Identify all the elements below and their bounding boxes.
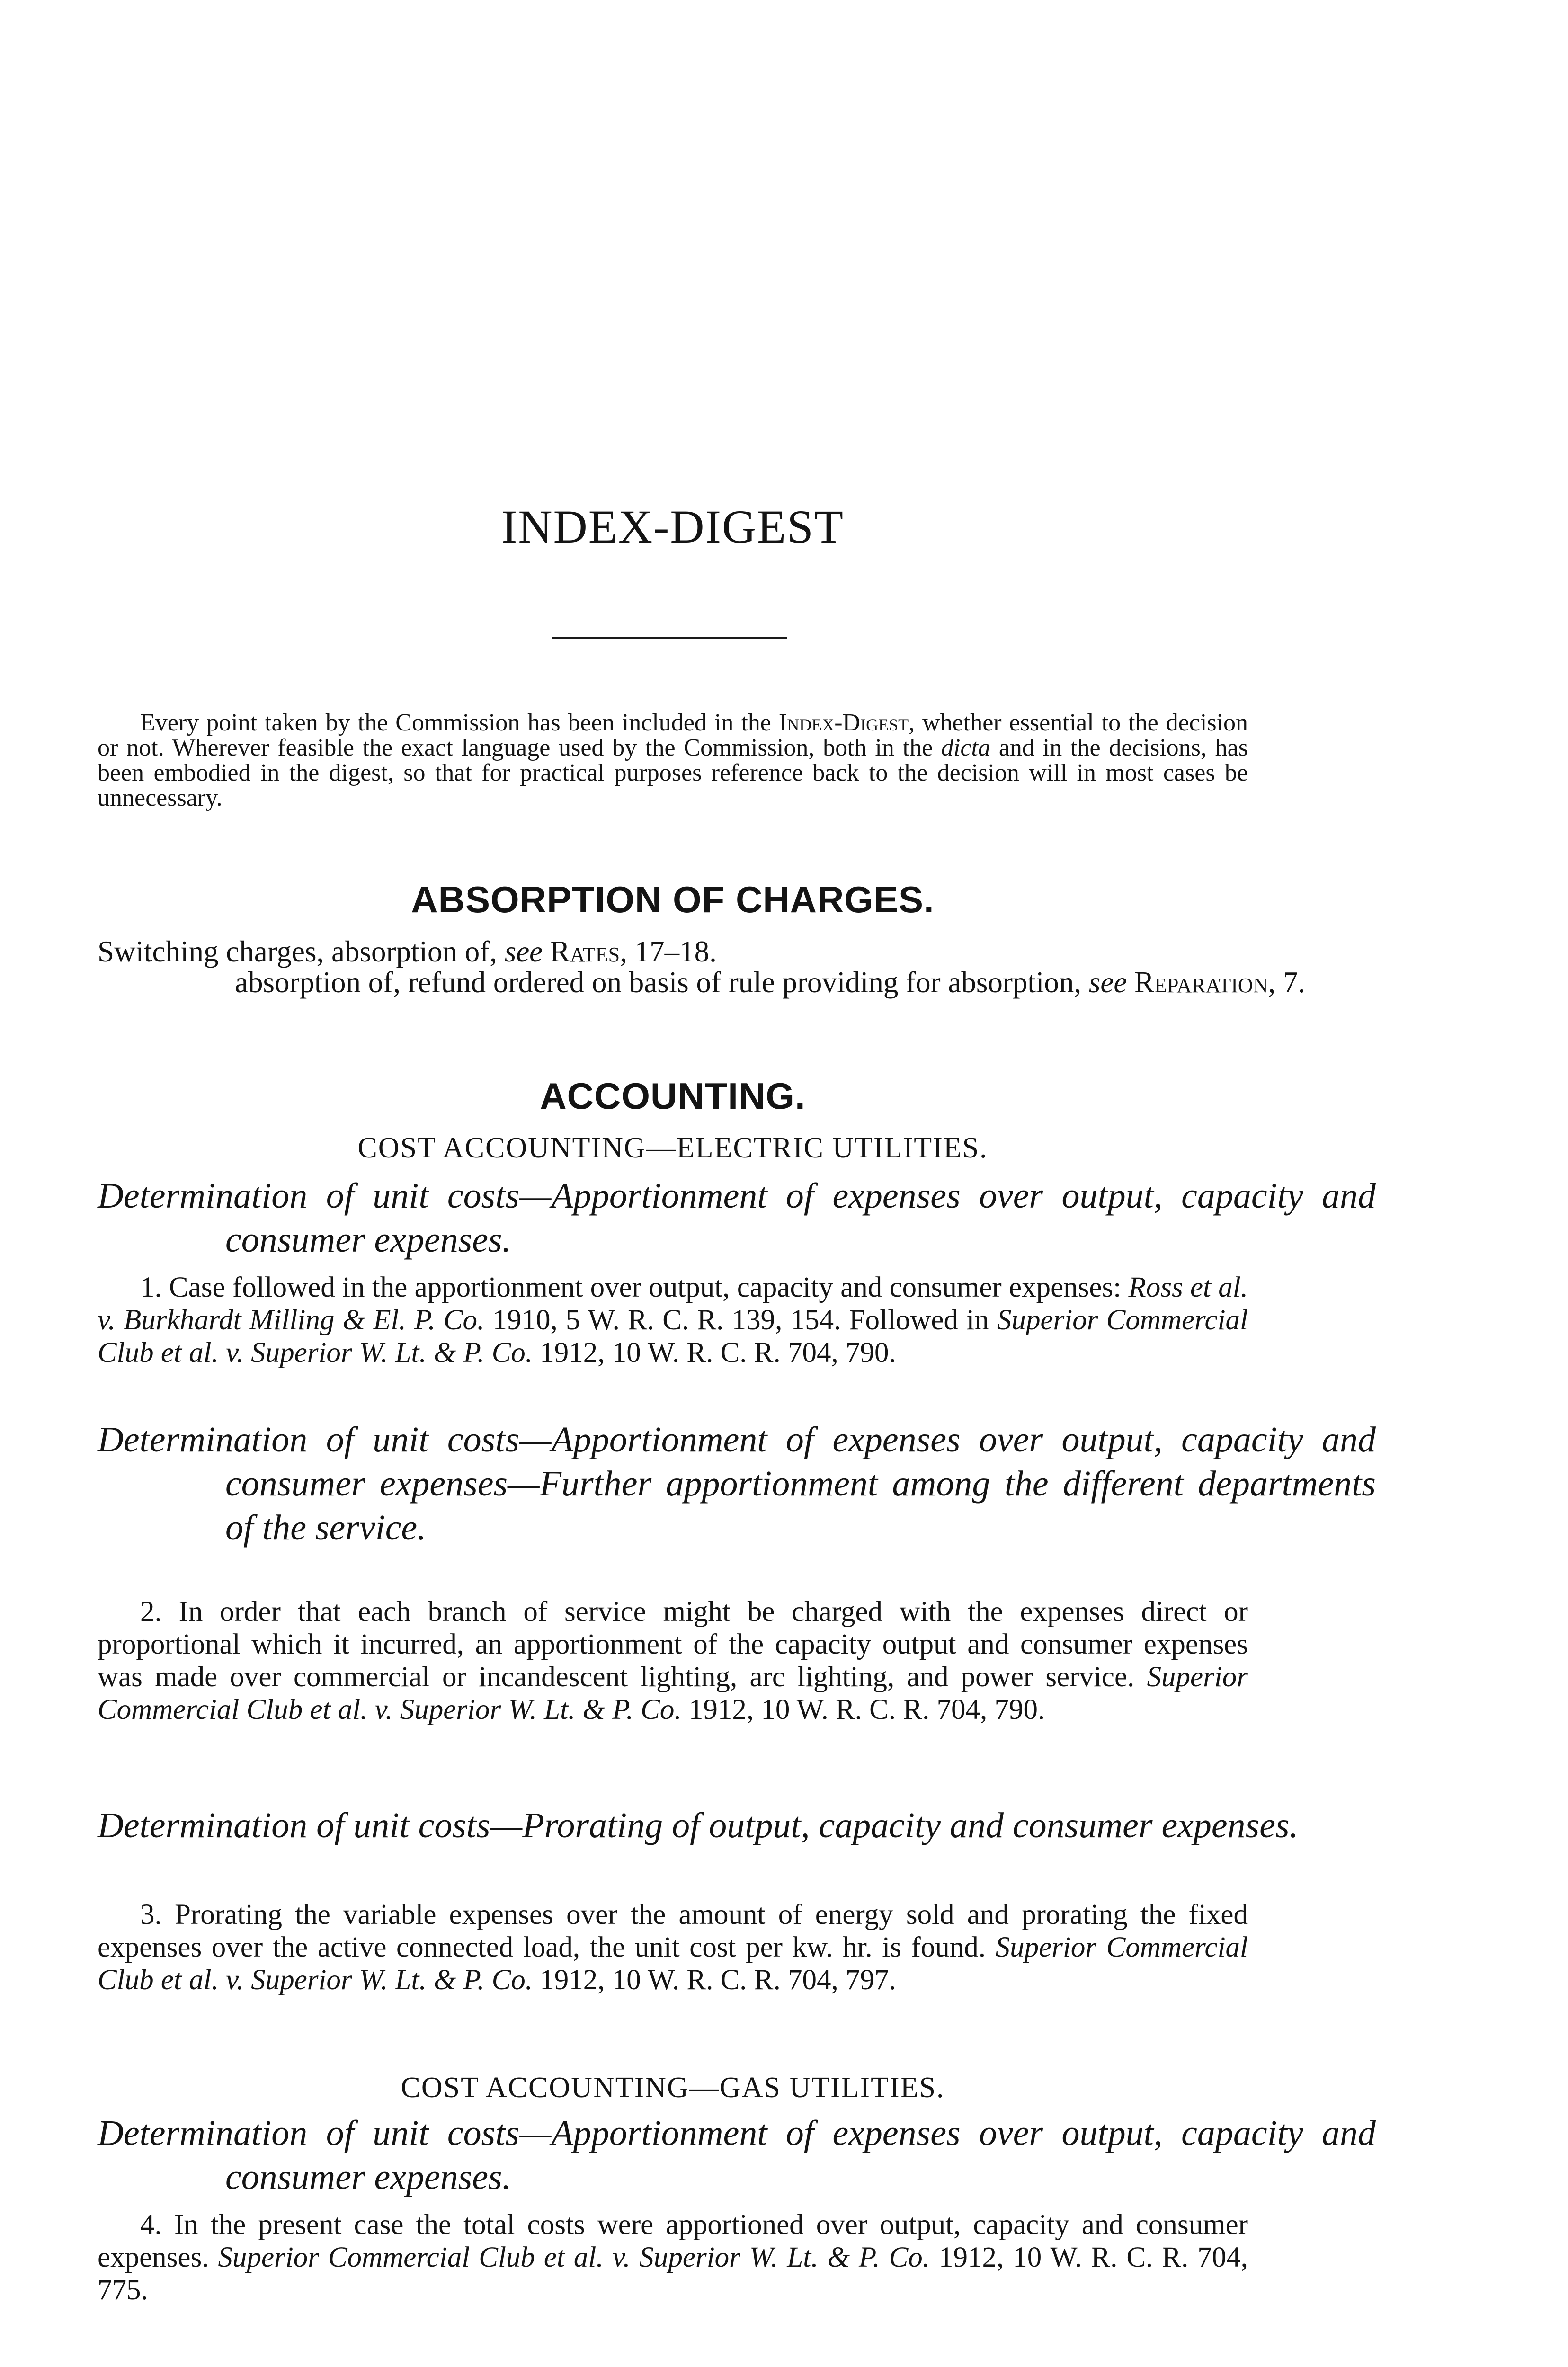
entry-text: absorption of, refund ordered on basis of rule providing for absorption, [235,966,1089,999]
topic-heading-3: Determination of unit costs—Prorating of output, capacity and consumer expenses. [98,1806,1299,1845]
cross-reference: Reparation [1134,966,1268,999]
digest-paragraph-3 [98,1898,1248,1996]
section-heading-accounting: ACCOUNTING. [540,1075,806,1117]
paragraph-text: 1. Case followed in the apportionment over output, capacity and consumer expenses: [140,1272,1129,1303]
topic-heading-1: Determination of unit costs—Apportionment of expenses over output, capacity and consumer expenses. [98,1176,1376,1260]
paragraph-text: 1910, 5 W. R. C. R. 139, 154. Followed in [484,1304,997,1336]
subheading-electric: COST ACCOUNTING—ELECTRIC UTILITIES. [357,1132,988,1164]
intro-text-1: Every point taken by the Commission has been included in the [140,709,779,736]
paragraph-text: 2. In order that each branch of service might be charged with the expenses direct or proportional which it incurred, an apportionment of the capacity output and consumer expenses was made over commercial or incandescent lighting, arc lighting, and power service. [98,1596,1248,1693]
digest-paragraph-4 [98,2208,1248,2306]
paragraph-text: 1912, 10 W. R. C. R. 704, 775. [98,2242,1248,2306]
case-citation: Superior Commercial Club et al. v. Superior W. Lt. & P. Co. [98,1931,1248,1996]
absorption-entry-switching [98,935,1390,968]
paragraph-text: 4. In the present case the total costs were apportioned over output, capacity and consumer expenses. [98,2209,1248,2273]
case-citation: Ross et al. v. Burkhardt Milling & El. P. Co. [98,1272,1248,1336]
digest-paragraph-2 [98,1595,1248,1726]
paragraph-text: 3. Prorating the variable expenses over the amount of energy sold and prorating the fixed expenses over the active connected load, the unit cost per kw. hr. is found. [98,1899,1248,1963]
entry-text: , 7. [1268,966,1306,999]
case-citation: Superior Commercial Club et al. v. Superior W. Lt. & P. Co. [98,1304,1248,1369]
intro-index-digest: Index-Digest [778,709,909,736]
digest-paragraph-1 [98,1271,1248,1369]
see-word: see [1088,966,1127,999]
entry-text: Switching charges, absorption of, [98,935,505,968]
paragraph-text: 1912, 10 W. R. C. R. 704, 797. [533,1964,896,1996]
case-citation: Superior Commercial Club et al. v. Superior W. Lt. & P. Co. [218,2242,930,2273]
paragraph-text: 1912, 10 W. R. C. R. 704, 790. [533,1337,896,1369]
cross-reference: Rates [550,935,620,968]
page-title: INDEX-DIGEST [501,500,844,553]
see-word: see [504,935,543,968]
title-rule [552,637,787,639]
case-citation: Superior Commercial Club et al. v. Superior W. Lt. & P. Co. [98,1661,1248,1726]
topic-heading-4: Determination of unit costs—Apportionment of expenses over output, capacity and consumer expenses. [98,2113,1376,2197]
intro-text-3: and in the decisions, has been embodied in the digest, so that for practical purposes reference back to the decision will in most cases be unnecessary. [98,734,1248,811]
entry-text: , 17–18. [620,935,717,968]
absorption-entry-refund [98,966,1485,999]
subheading-gas: COST ACCOUNTING—GAS UTILITIES. [401,2072,945,2104]
topic-heading-2: Determination of unit costs—Apportionment of expenses over output, capacity and consumer expenses—Further apportionment among the different departments of the service. [98,1420,1376,1548]
section-heading-absorption: ABSORPTION OF CHARGES. [411,879,935,920]
intro-dicta: dicta [941,734,991,761]
intro-paragraph [98,710,1248,810]
intro-text-2: , whether essential to the decision or not. Wherever feasible the exact language used by the Commission, both in the [98,709,1248,761]
paragraph-text: 1912, 10 W. R. C. R. 704, 790. [681,1694,1045,1726]
